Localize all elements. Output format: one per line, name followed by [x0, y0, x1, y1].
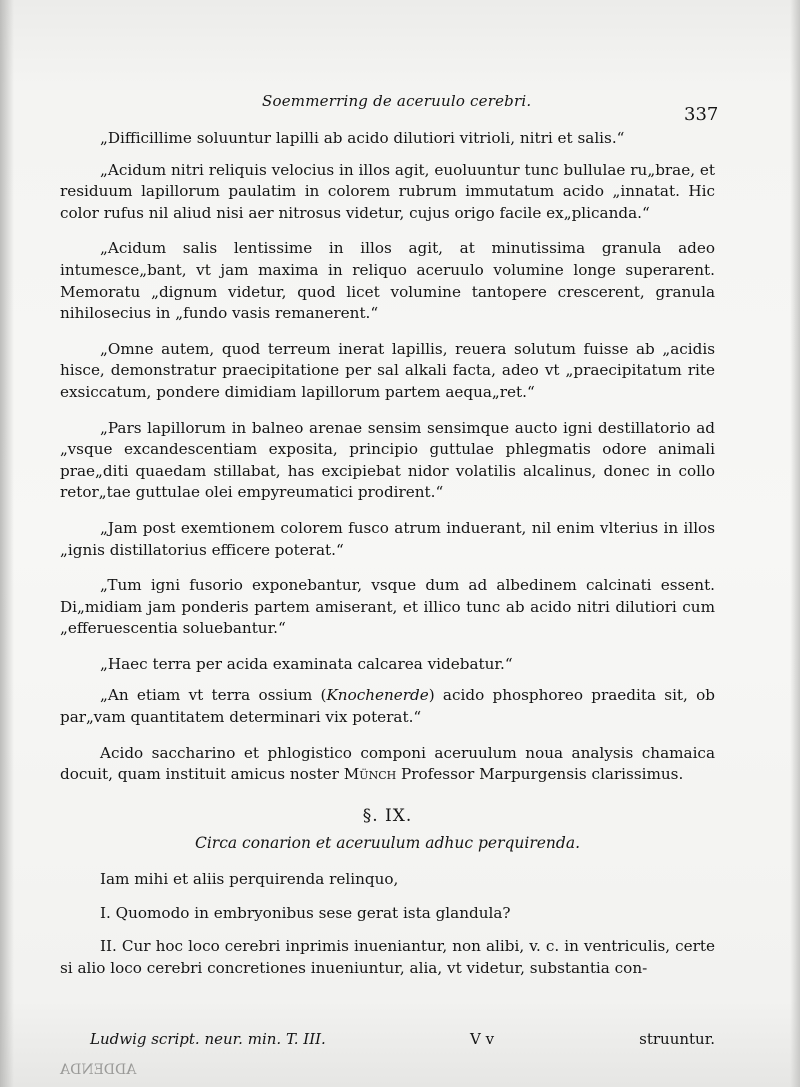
page-number: 337	[684, 104, 719, 125]
running-head: Soemmerring de aceruulo cerebri.	[262, 92, 532, 110]
paragraph-5: „Pars lapillorum in balneo arenae sensim sensimque aucto igni destillatorio ad „vsque excandescentiam exposita, principio guttulae phlegmatis odore animali prae„diti quaedam stillabat, has excipiebat nidor volatilis alcalinus, donec in collo retor„tae guttulae olei empyreumatici prodirent.“	[60, 418, 715, 502]
question-1: I. Quomodo in embryonibus sese gerat ista glandula?	[100, 903, 511, 922]
paragraph-munch-start: Acido saccharino et phlogistico componi aceruulum noua analysis chamaica docuit, quam instituit amicus noster	[60, 743, 715, 784]
section-subtitle: Circa conarion et aceruulum adhuc perquirenda.	[194, 834, 581, 853]
footer-source: Ludwig script. neur. min. T. III.	[90, 1030, 326, 1048]
paragraph-munch-end: Professor Marpurgensis clarissimus.	[396, 765, 684, 784]
paragraph-3: „Acidum salis lentissime in illos agit, at minutissima granula adeo intumesce„bant, vt jam maxima in reliquo aceruulo volumine longe superarent. Memoratu „dignum videtur, quod licet volumine tantopere crescerent, granula nihilosecius in „fundo vasis remanerent.“	[60, 239, 715, 323]
name-munch: Münch	[343, 765, 397, 784]
intro-line: Iam mihi et aliis perquirenda relinquo,	[100, 870, 399, 889]
footer-catchword: struuntur.	[639, 1030, 715, 1048]
term-knochenerde: Knochenerde	[326, 686, 429, 705]
paragraph-1: „Difficillime soluuntur lapilli ab acido dilutiori vitrioli, nitri et salis.“	[100, 129, 625, 147]
body-text	[60, 128, 715, 991]
page-edge-shadow-left	[0, 0, 14, 1087]
page-edge-shadow-right	[790, 0, 800, 1087]
paragraph-2: „Acidum nitri reliquis velocius in illos agit, euoluuntur tunc bullulae ru„brae, et residuum lapillorum paulatim in colorem rubrum immutatum acido „innatat. Hic color rufus nil aliud nisi aer nitrosus videtur, cujus origo facile ex„plicanda.“	[60, 160, 715, 222]
paragraph-6: „Jam post exemtionem colorem fusco atrum induerant, nil enim vlterius in illos „ignis distillatorius efficere poterat.“	[60, 518, 715, 559]
paragraph-knochenerde-start: „An etiam vt terra ossium (	[100, 686, 327, 705]
paragraph-knochenerde	[60, 685, 715, 728]
footer-signature: V v	[470, 1030, 495, 1048]
paragraph-munch	[60, 743, 715, 786]
paragraph-4: „Omne autem, quod terreum inerat lapillis, reuera solutum fuisse ab „acidis hisce, demonstratur praecipitatione per sal alkali facta, adeo vt „praecipitatum rite exsiccatum, pondere dimidiam lapillorum partem aequa„ret.“	[60, 339, 715, 401]
paragraph-7: „Tum igni fusorio exponebantur, vsque dum ad albedinem calcinati essent. Di„midiam jam ponderis partem amiserant, et illico tunc ab acido nitri dilutiori cum „efferuescentia soluebantur.“	[60, 576, 715, 638]
section-heading: §. IX.	[362, 805, 413, 826]
paragraph-8: „Haec terra per acida examinata calcarea videbatur.“	[100, 654, 513, 673]
bleed-through-text: ADDENDA	[60, 1062, 137, 1078]
paragraph-knochenerde-end: ) acido phosphoreo praedita sit, ob par„vam quantitatem determinari vix poterat.“	[60, 686, 715, 727]
question-2: II. Cur hoc loco cerebri inprimis inueniantur, non alibi, v. c. in ventriculis, certe si alio loco cerebri concretiones inueniuntur, alia, vt videtur, substantia con-	[60, 937, 715, 977]
